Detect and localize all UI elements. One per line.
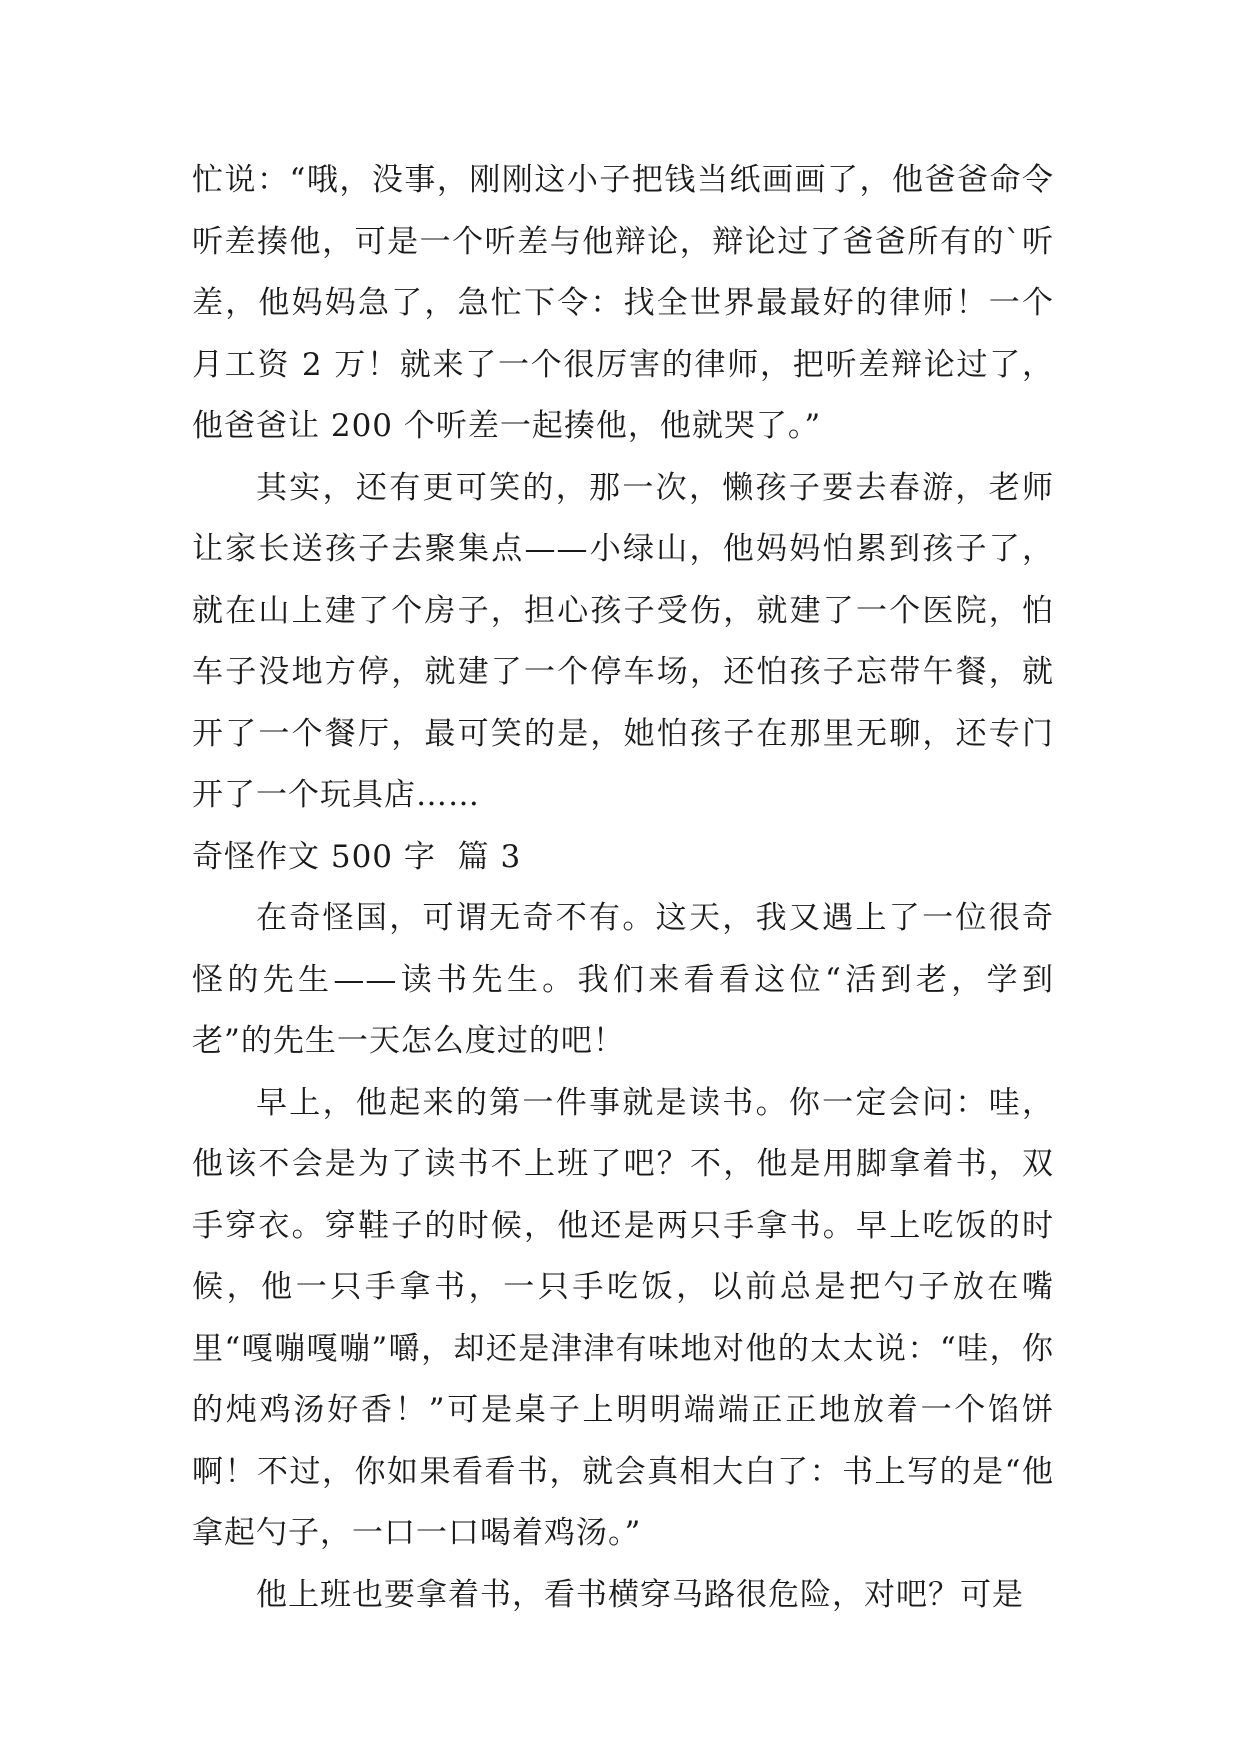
paragraph-4: 早上，他起来的第一件事就是读书。你一定会问：哇，他该不会是为了读书不上班了吧？不，他是用脚拿着书，双手穿衣。穿鞋子的时候，他还是两只手拿书。早上吃饭的时候，他一只手拿书，一只手吃饭，以前总是把勺子放在嘴里“嘎嘣嘎嘣”嚼，却还是津津有味地对他的太太说：“哇，你的炖鸡汤好香！”可是桌子上明明端端正正地放着一个馅饼啊！不过，你如果看看书，就会真相大白了：书上写的是“他拿起勺子，一口一口喝着鸡汤。” [192,1084,1054,1551]
section-heading: 奇怪作文 500 字 篇 3 [192,838,522,875]
paragraph-2: 其实，还有更可笑的，那一次，懒孩子要去春游，老师让家长送孩子去聚集点——小绿山，他妈妈怕累到孩子了，就在山上建了个房子，担心孩子受伤，就建了一个医院，怕车子没地方停，就建了一个停车场，还怕孩子忘带午餐，就开了一个餐厅，最可笑的是，她怕孩子在那里无聊，还专门开了一个玩具店…… [192,469,1054,813]
paragraph-3: 在奇怪国，可谓无奇不有。这天，我又遇上了一位很奇怪的先生——读书先生。我们来看看这位“活到老，学到老”的先生一天怎么度过的吧！ [192,900,1054,1059]
paragraph-1: 忙说：“哦，没事，刚刚这小子把钱当纸画画了，他爸爸命令听差揍他，可是一个听差与他辩论，辩论过了爸爸所有的`听差，他妈妈急了，急忙下令：找全世界最最好的律师！一个月工资 2 万！就来了一个很厉害的律师，把听差辩论过了，他爸爸让 200 个听差一起揍他，他就哭了。” [192,162,1054,444]
paragraph-5: 他上班也要拿着书，看书横穿马路很危险，对吧？可是 [256,1576,1024,1613]
document-page [192,150,1054,1626]
